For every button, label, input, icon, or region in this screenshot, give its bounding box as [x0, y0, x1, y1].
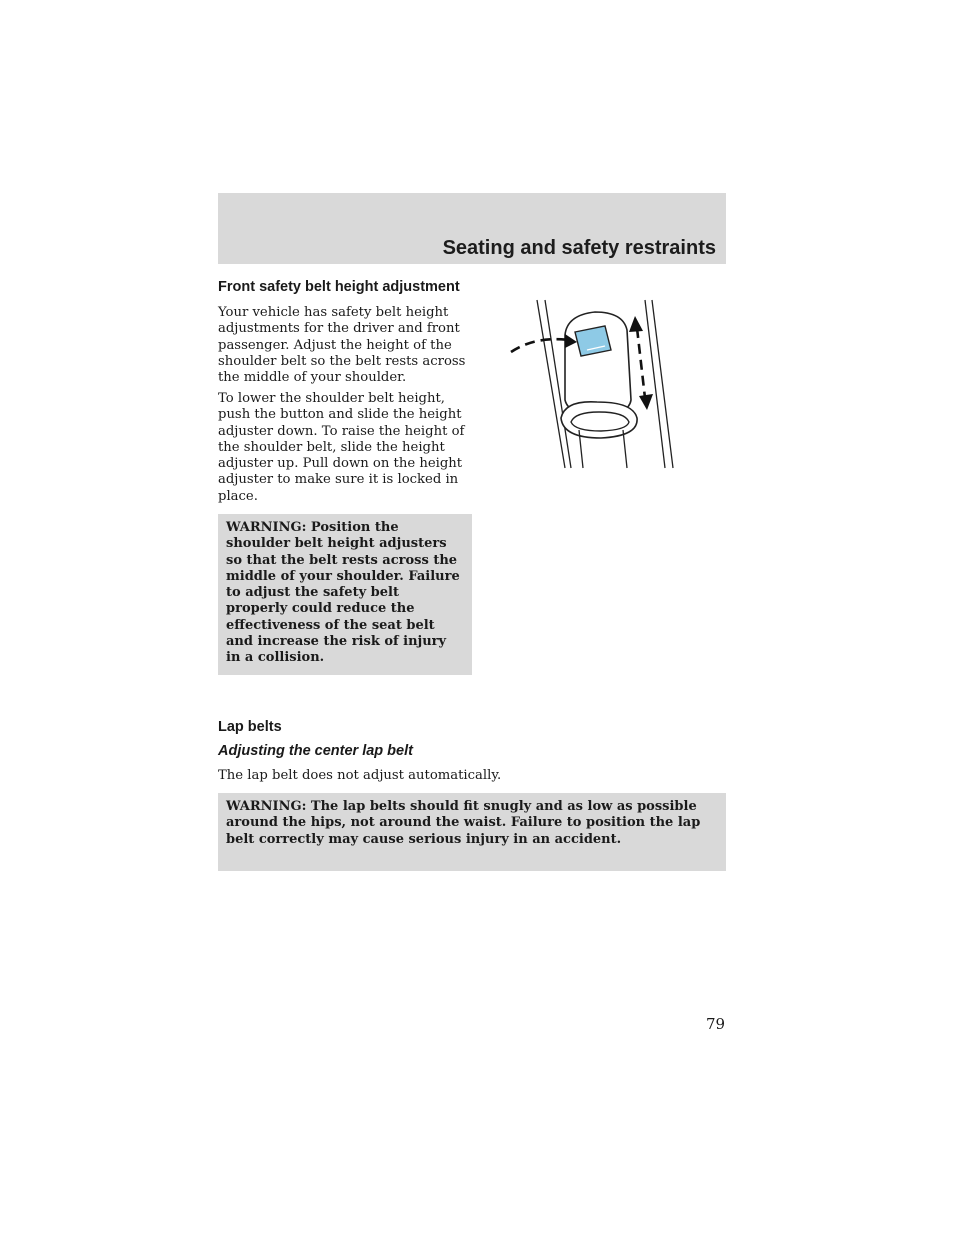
warning-box-lap-belts — [218, 793, 726, 871]
adjuster-button — [575, 326, 611, 356]
center-lap-belt-heading: Adjusting the center lap belt — [218, 743, 413, 759]
paragraph-belt-adjustments: Your vehicle has safety belt height adjustments for the driver and front passenger. Adjust the height of the shoulder belt so the belt rests across the middle of your shoulder. — [218, 305, 466, 386]
belt-webbing-right — [623, 430, 627, 468]
lap-belts-heading: Lap belts — [218, 719, 282, 735]
pillar-line-left-outer — [537, 300, 565, 468]
header-title: Seating and safety restraints — [442, 237, 716, 259]
warning-box-height-adjusters — [218, 514, 472, 675]
pointer-arrow — [511, 339, 569, 352]
warning-text: WARNING: The lap belts should fit snugly and as low as possible around the hips, not around the waist. Failure to position the lap belt correctly may cause serious injury in an accident. — [226, 799, 701, 847]
paragraph-lap-belt: The lap belt does not adjust automatically. — [218, 768, 502, 783]
belt-height-adjuster-illustration — [505, 290, 685, 475]
paragraph-lower-raise: To lower the shoulder belt height, push the button and slide the height adjuster down. To raise the height of the shoulder belt, slide the height adjuster up. Pull down on the height adjuster to make sure it is locked in place. — [218, 391, 465, 504]
up-down-arrow — [637, 328, 645, 398]
belt-slot — [571, 412, 629, 431]
page-header — [218, 193, 726, 264]
page-number: 79 — [706, 1015, 726, 1033]
warning-text: WARNING: Position the shoulder belt height adjusters so that the belt rests across the middle of your shoulder. Failure to adjust the safety belt properly could reduce the effectiveness of the seat belt and increase the risk of injury in a collision. — [226, 520, 460, 666]
section-heading: Front safety belt height adjustment — [218, 279, 460, 295]
